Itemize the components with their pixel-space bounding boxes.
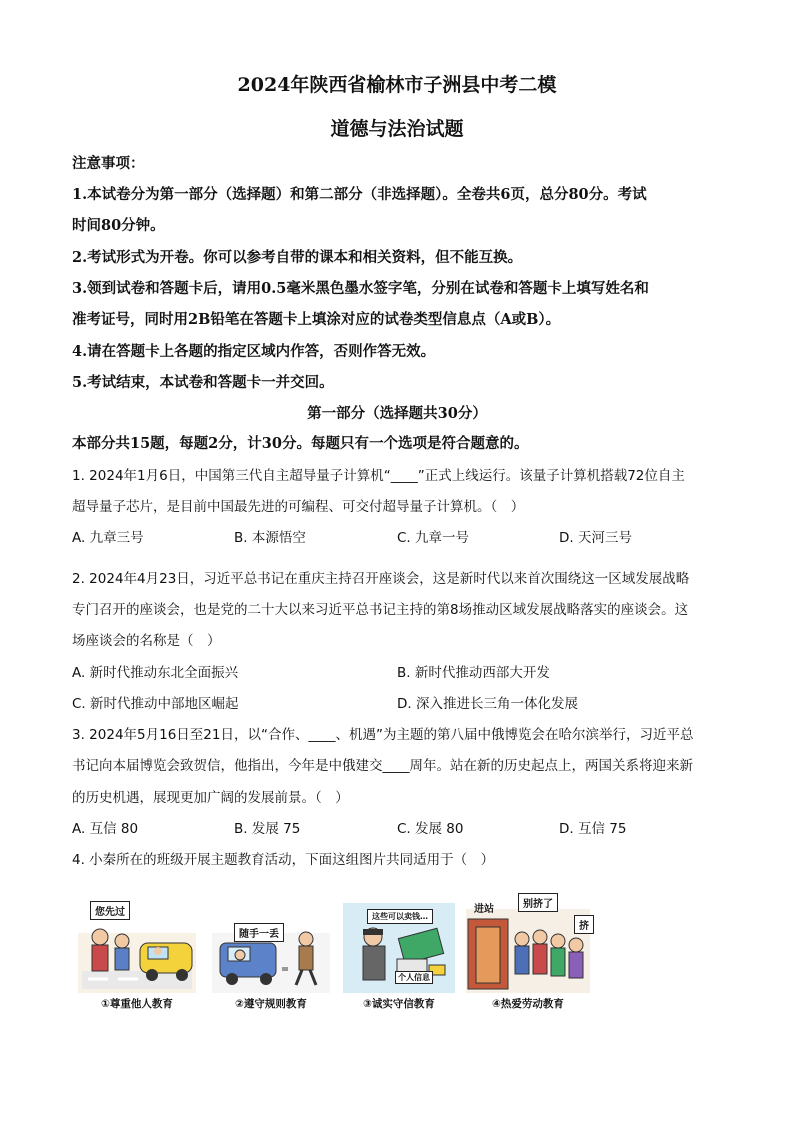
q1-option-c[interactable]: C. 九章一号	[397, 530, 470, 546]
cartoon-2	[212, 893, 330, 1013]
cartoon-3	[343, 893, 455, 1013]
notice-heading: 注意事项：	[72, 155, 145, 172]
q3-option-a[interactable]: A. 互信 80	[72, 821, 139, 837]
notice-item-3-line-2: 准考证号，同时用2B铅笔在答题卡上填涂对应的试卷类型信息点（A或B）。	[72, 311, 561, 328]
q1-option-a[interactable]: A. 九章三号	[72, 530, 144, 546]
q2-line-1: 2. 2024年4月23日，习近平总书记在重庆主持召开座谈会，这是新时代以来首次围绕这一区域发展战略	[72, 571, 690, 587]
cartoon-4-entrance-label: 进站	[474, 904, 494, 915]
cartoon-1-caption: ①尊重他人教育	[101, 998, 173, 1010]
cartoon-2-drawing	[212, 893, 330, 993]
cartoon-3-speech-bubble: 这些可以卖钱…	[367, 909, 433, 924]
q2-line-2: 专门召开的座谈会，也是党的二十大以来习近平总书记主持的第8场推动区域发展战略落实的座谈会。这	[72, 602, 689, 618]
q1-option-b[interactable]: B. 本源悟空	[234, 530, 306, 546]
cartoon-1	[78, 893, 196, 1013]
notice-item-2: 2.考试形式为开卷。你可以参考自带的课本和相关资料，但不能互换。	[72, 249, 523, 266]
part-1-heading: 第一部分（选择题共30分）	[307, 405, 487, 422]
notice-item-3-line-1: 3.领到试卷和答题卡后，请用0.5毫米黑色墨水签字笔，分别在试卷和答题卡上填写姓名和	[72, 280, 649, 297]
q3-line-2: 书记向本届博览会致贺信，他指出，今年是中俄建交____周年。站在新的历史起点上，两国关系将迎来新	[72, 758, 693, 774]
cartoon-4-caption: ④热爱劳动教育	[492, 998, 564, 1010]
q3-option-d[interactable]: D. 互信 75	[559, 821, 627, 837]
q2-option-c[interactable]: C. 新时代推动中部地区崛起	[72, 696, 239, 712]
q3-line-1: 3. 2024年5月16日至21日，以“合作、____、机遇”为主题的第八届中俄博览会在哈尔滨举行，习近平总	[72, 727, 694, 743]
cartoon-3-caption: ③诚实守信教育	[363, 998, 435, 1010]
q1-line-2: 超导量子芯片，是目前中国最先进的可编程、可交付超导量子计算机。（ ）	[72, 499, 525, 515]
part-1-instruction: 本部分共15题，每题2分，计30分。每题只有一个选项是符合题意的。	[72, 435, 529, 452]
q2-option-a[interactable]: A. 新时代推动东北全面振兴	[72, 665, 239, 681]
cartoon-2-caption: ②遵守规则教育	[235, 998, 307, 1010]
q2-line-3: 场座谈会的名称是（ ）	[72, 633, 221, 649]
cartoon-4-speech-bubble: 别挤了	[518, 893, 558, 912]
q2-option-b[interactable]: B. 新时代推动西部大开发	[397, 665, 550, 681]
notice-item-5: 5.考试结束，本试卷和答题卡一并交回。	[72, 374, 334, 391]
q3-line-3: 的历史机遇，展现更加广阔的发展前景。（ ）	[72, 790, 349, 806]
q1-option-d[interactable]: D. 天河三号	[559, 530, 632, 546]
q1-line-1: 1. 2024年1月6日，中国第三代自主超导量子计算机“____”正式上线运行。该量子计算机搭载72位自主	[72, 468, 685, 484]
notice-item-4: 4.请在答题卡上各题的指定区域内作答，否则作答无效。	[72, 343, 436, 360]
cartoon-4	[466, 893, 590, 1013]
q3-option-c[interactable]: C. 发展 80	[397, 821, 464, 837]
notice-item-1-line-2: 时间80分钟。	[72, 217, 165, 234]
cartoon-2-label: 随手一丢	[234, 923, 284, 942]
q4-line-1: 4. 小秦所在的班级开展主题教育活动，下面这组图片共同适用于（ ）	[72, 852, 495, 868]
cartoon-1-speech-bubble: 您先过	[90, 901, 130, 920]
notice-item-1-line-1: 1.本试卷分为第一部分（选择题）和第二部分（非选择题）。全卷共6页，总分80分。考试	[72, 186, 647, 203]
q2-option-d[interactable]: D. 深入推进长三角一体化发展	[397, 696, 578, 712]
cartoon-4-speech-bubble-2: 挤	[574, 915, 594, 934]
q3-option-b[interactable]: B. 发展 75	[234, 821, 301, 837]
cartoon-3-tag: 个人信息	[395, 971, 433, 984]
page-title: 2024年陕西省榆林市子洲县中考二模	[237, 74, 557, 96]
page-subtitle: 道德与法治试题	[330, 118, 464, 140]
